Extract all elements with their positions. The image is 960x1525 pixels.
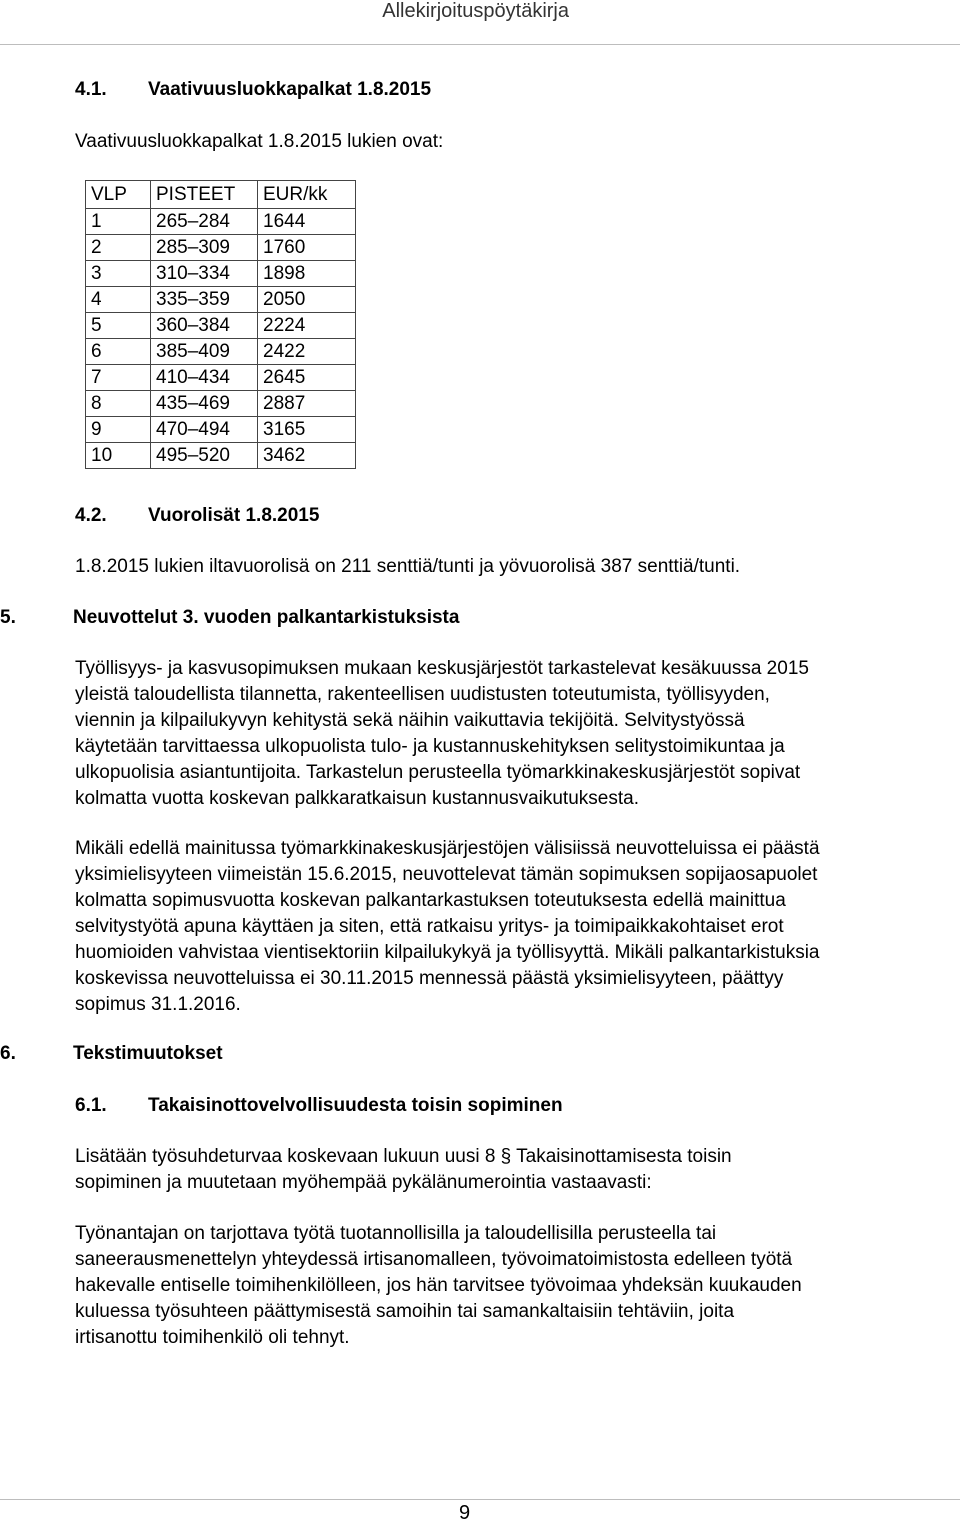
text-line: huomioiden vahvistaa vientisektoriin kilpailukykyä ja työllisyyttä. Mikäli palkantarkistuksia [75, 942, 820, 963]
text-line: viennin ja kilpailukyvyn kehitystä sekä näihin vaikuttavia tekijöitä. Selvitystyössä [75, 710, 745, 731]
table-cell: 10 [86, 443, 151, 469]
table-row [86, 287, 356, 313]
section-title: Vuorolisät 1.8.2015 [148, 505, 320, 526]
pay-grade-table [85, 180, 356, 469]
section-number: 6. [0, 1043, 16, 1064]
table-cell: 495–520 [151, 443, 258, 469]
text-line: Lisätään työsuhdeturvaa koskevaan lukuun uusi 8 § Takaisinottamisesta toisin [75, 1146, 732, 1167]
column-header-vlp: VLP [86, 181, 151, 209]
table-cell: 3462 [258, 443, 356, 469]
text-line: kuluessa työsuhteen päättymisestä samoihin tai samankaltaisiin tehtäviin, joita [75, 1301, 735, 1322]
section-6-1-heading [75, 1095, 563, 1117]
table-cell: 2645 [258, 365, 356, 391]
table-cell: 2050 [258, 287, 356, 313]
section-6-1-paragraph-1 [75, 1144, 955, 1196]
section-number: 4.2. [75, 505, 107, 526]
table-header-row [86, 181, 356, 209]
section-5-paragraph-2 [75, 836, 955, 1018]
table-cell: 1 [86, 209, 151, 235]
section-title: Vaativuusluokkapalkat 1.8.2015 [148, 79, 432, 100]
section-5-paragraph-1 [75, 656, 955, 812]
column-header-eur-kk: EUR/kk [258, 181, 356, 209]
table-cell: 410–434 [151, 365, 258, 391]
table-cell: 310–334 [151, 261, 258, 287]
table-row [86, 339, 356, 365]
text-line: Mikäli edellä mainitussa työmarkkinakeskusjärjestöjen välisiissä neuvotteluissa ei päästä [75, 838, 820, 859]
header-divider [0, 44, 960, 45]
text-line: hakevalle entiselle toimihenkilölleen, jos hän tarvitsee työvoimaa yhdeksän kuukauden [75, 1275, 802, 1296]
table-cell: 6 [86, 339, 151, 365]
table-cell: 9 [86, 417, 151, 443]
text-line: ulkopuolisia asiantuntijoita. Tarkastelun perusteella työmarkkinakeskusjärjestöt sopivat [75, 762, 801, 783]
table-cell: 4 [86, 287, 151, 313]
table-cell: 265–284 [151, 209, 258, 235]
section-number: 4.1. [75, 79, 107, 100]
table-cell: 435–469 [151, 391, 258, 417]
table-row [86, 391, 356, 417]
section-4-2-heading [75, 505, 319, 527]
table-cell: 2422 [258, 339, 356, 365]
table-cell: 1644 [258, 209, 356, 235]
table-cell: 285–309 [151, 235, 258, 261]
page-number: 9 [459, 1502, 471, 1524]
table-cell: 1760 [258, 235, 356, 261]
table-row [86, 417, 356, 443]
text-line: sopimus 31.1.2016. [75, 994, 241, 1015]
section-6-heading [0, 1043, 223, 1065]
table-cell: 3 [86, 261, 151, 287]
text-line: Työnantajan on tarjottava työtä tuotannollisilla ja taloudellisilla perusteella tai [75, 1223, 717, 1244]
text-line: yksimielisyyteen viimeistän 15.6.2015, neuvottelevat tämän sopimuksen sopijaosapuolet [75, 864, 818, 885]
footer-divider [0, 1499, 960, 1500]
text-line: selvitystyötä apuna käyttäen ja siten, että ratkaisu yritys- ja toimipaikkakohtaiset erot [75, 916, 784, 937]
table-cell: 335–359 [151, 287, 258, 313]
section-5-heading [0, 607, 459, 629]
text-line: kolmatta vuotta koskevan palkkaratkaisun kustannusvaikutuksesta. [75, 788, 639, 809]
table-cell: 3165 [258, 417, 356, 443]
table-row [86, 235, 356, 261]
table-row [86, 261, 356, 287]
table-row [86, 209, 356, 235]
text-line: saneerausmenettelyn yhteydessä irtisanomalleen, työvoimatoimistosta edelleen työtä [75, 1249, 793, 1270]
section-6-1-paragraph-2 [75, 1221, 955, 1351]
table-cell: 470–494 [151, 417, 258, 443]
column-header-pisteet: PISTEET [151, 181, 258, 209]
table-row [86, 443, 356, 469]
text-line: käytetään tarvittaessa ulkopuolista tulo- ja kustannuskehityksen selitystoimikuntaa ja [75, 736, 785, 757]
text-line: yleistä taloudellista tilannetta, rakenteellisen uudistusten toteutumista, työllisyyden, [75, 684, 770, 705]
table-cell: 2224 [258, 313, 356, 339]
table-cell: 7 [86, 365, 151, 391]
text-line: kolmatta sopimusvuotta koskevan palkantarkastuksen toteutuksesta edellä mainittua [75, 890, 786, 911]
section-4-1-heading [75, 79, 431, 101]
section-4-1-intro: Vaativuusluokkapalkat 1.8.2015 lukien ovat: [75, 131, 444, 152]
table-cell: 2887 [258, 391, 356, 417]
text-line: Työllisyys- ja kasvusopimuksen mukaan keskusjärjestöt tarkastelevat kesäkuussa 2015 [75, 658, 809, 679]
table-row [86, 313, 356, 339]
section-title: Takaisinottovelvollisuudesta toisin sopiminen [148, 1095, 563, 1116]
section-title: Tekstimuutokset [73, 1043, 223, 1064]
document-header-title: Allekirjoituspöytäkirja [382, 0, 569, 22]
table-cell: 1898 [258, 261, 356, 287]
table-cell: 5 [86, 313, 151, 339]
text-line: koskevissa neuvotteluissa ei 30.11.2015 mennessä päästä yksimielisyyteen, päättyy [75, 968, 784, 989]
text-line: irtisanottu toimihenkilö oli tehnyt. [75, 1327, 350, 1348]
table-cell: 8 [86, 391, 151, 417]
table-row [86, 365, 356, 391]
section-number: 5. [0, 607, 16, 628]
text-line: sopiminen ja muutetaan myöhempää pykälänumerointia vastaavasti: [75, 1172, 652, 1193]
section-number: 6.1. [75, 1095, 107, 1116]
section-title: Neuvottelut 3. vuoden palkantarkistuksista [73, 607, 460, 628]
table-cell: 2 [86, 235, 151, 261]
section-4-2-text: 1.8.2015 lukien iltavuorolisä on 211 senttiä/tunti ja yövuorolisä 387 senttiä/tunti. [75, 556, 741, 577]
table-cell: 360–384 [151, 313, 258, 339]
table-cell: 385–409 [151, 339, 258, 365]
